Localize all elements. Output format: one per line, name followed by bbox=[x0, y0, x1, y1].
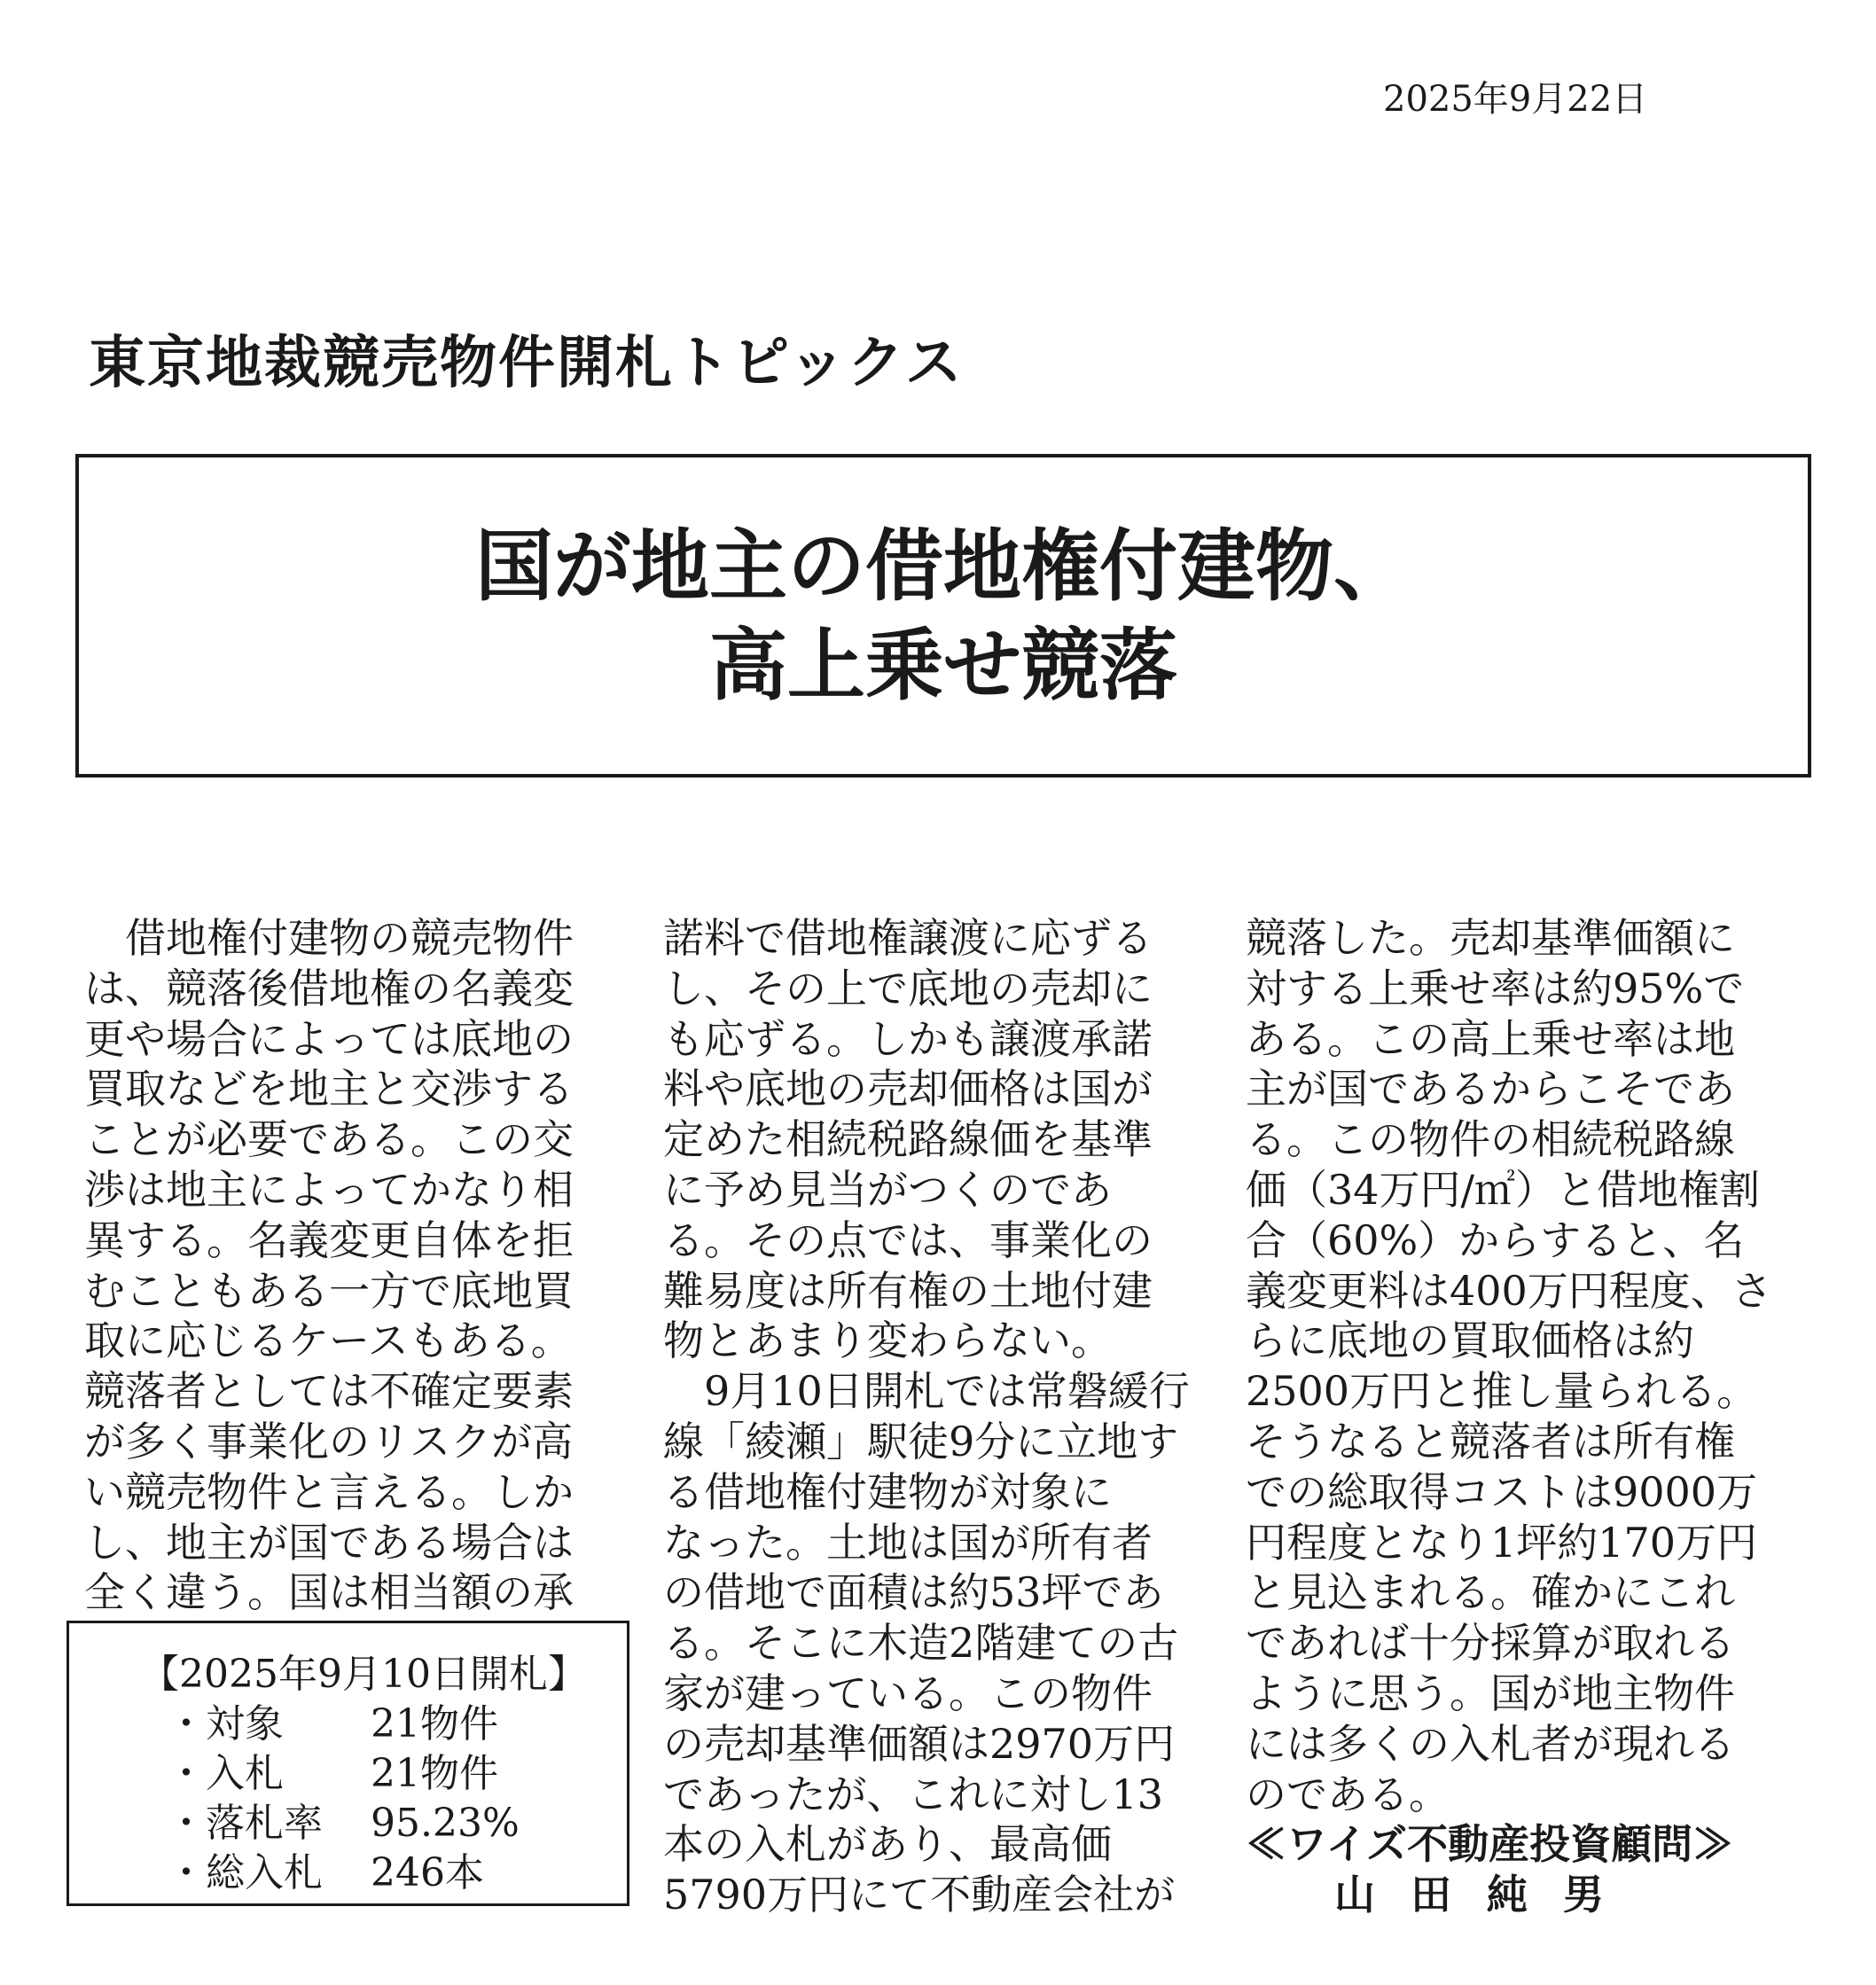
article-line: 難易度は所有権の土地付建 bbox=[663, 1266, 1153, 1315]
headline-box bbox=[75, 454, 1811, 778]
article-column-3 bbox=[1246, 913, 1772, 1920]
article-line: らに底地の買取価格は約 bbox=[1246, 1317, 1694, 1365]
stats-value: 246本 bbox=[371, 1850, 484, 1895]
article-line: 全く違う。国は相当額の承 bbox=[84, 1568, 574, 1617]
article-line: 5790万円にて不動産会社が bbox=[663, 1871, 1176, 1919]
article-column-1 bbox=[84, 913, 598, 1618]
article-line: 借地権付建物の競売物件 bbox=[84, 914, 574, 962]
article-line: 合（60%）からすると、名 bbox=[1246, 1215, 1745, 1264]
byline-firm: ≪ワイズ不動産投資顧問≫ bbox=[1246, 1820, 1734, 1869]
article-line: 物とあまり変わらない。 bbox=[663, 1317, 1112, 1365]
article-line: る。その点では、事業化の bbox=[663, 1215, 1153, 1264]
article-line: し、地主が国である場合は bbox=[84, 1518, 574, 1567]
article-line: 異する。名義変更自体を拒 bbox=[84, 1215, 574, 1264]
stats-row bbox=[140, 1848, 627, 1898]
article-line: 本の入札があり、最高価 bbox=[663, 1820, 1112, 1869]
headline-line-1: 国が地主の借地権付建物、 bbox=[474, 520, 1411, 612]
article-line: であれば十分採算が取れる bbox=[1246, 1619, 1735, 1668]
article-line: い競売物件と言える。しか bbox=[84, 1467, 574, 1516]
article-line: 対する上乗せ率は約95%で bbox=[1246, 964, 1745, 1012]
article-line: る。この物件の相続税路線 bbox=[1246, 1115, 1735, 1164]
article-line: る借地権付建物が対象に bbox=[663, 1467, 1112, 1516]
stats-label: ・総入札 bbox=[167, 1850, 323, 1895]
article-line: のである。 bbox=[1246, 1770, 1450, 1818]
article-line: そうなると競落者は所有権 bbox=[1246, 1417, 1735, 1465]
article-line: 義変更料は400万円程度、さ bbox=[1246, 1266, 1772, 1315]
auction-stats-box bbox=[66, 1621, 629, 1906]
stats-label: ・対象 bbox=[167, 1701, 284, 1747]
stats-label: ・入札 bbox=[167, 1751, 284, 1796]
article-line: の売却基準価額は2970万円 bbox=[663, 1719, 1176, 1768]
stats-value: 21物件 bbox=[371, 1701, 498, 1747]
article-line: も応ずる。しかも譲渡承諾 bbox=[663, 1014, 1153, 1063]
article-line: 競落者としては不確定要素 bbox=[84, 1367, 574, 1416]
article-line: し、その上で底地の売却に bbox=[663, 964, 1153, 1012]
article-line: 買取などを地主と交渉する bbox=[84, 1065, 574, 1114]
article-line: 諾料で借地権譲渡に応ずる bbox=[663, 914, 1153, 962]
article-line: 取に応じるケースもある。 bbox=[84, 1317, 572, 1365]
article-line: 家が建っている。この物件 bbox=[663, 1668, 1153, 1717]
article-line: には多くの入札者が現れる bbox=[1246, 1719, 1735, 1768]
article-line: であったが、これに対し13 bbox=[663, 1770, 1164, 1818]
article-line: 定めた相続税路線価を基準 bbox=[663, 1115, 1153, 1164]
article-line: 2500万円と推し量られる。 bbox=[1246, 1367, 1758, 1416]
article-line: の借地で面積は約53坪であ bbox=[663, 1568, 1164, 1617]
article-line: なった。土地は国が所有者 bbox=[663, 1518, 1153, 1567]
article-line: 料や底地の売却価格は国が bbox=[663, 1065, 1153, 1114]
article-line: ある。この高上乗せ率は地 bbox=[1246, 1014, 1735, 1063]
article-column-2 bbox=[663, 913, 1190, 1920]
headline-line-2: 高上乗せ競落 bbox=[708, 619, 1177, 711]
article-line: 更や場合によっては底地の bbox=[84, 1014, 574, 1063]
article-line: る。そこに木造2階建ての古 bbox=[663, 1619, 1179, 1668]
article-line: 主が国であるからこそであ bbox=[1246, 1065, 1735, 1114]
article-line: 9月10日開札では常磐緩行 bbox=[663, 1367, 1190, 1416]
article-line: ことが必要である。この交 bbox=[84, 1115, 574, 1164]
stats-heading: 【2025年9月10日開札】 bbox=[140, 1652, 587, 1697]
stats-label: ・落札率 bbox=[167, 1801, 323, 1846]
stats-value: 95.23% bbox=[371, 1801, 520, 1846]
stats-row bbox=[140, 1749, 627, 1799]
article-line: が多く事業化のリスクが高 bbox=[84, 1417, 574, 1465]
section-title: 東京地裁競売物件開札トピックス bbox=[89, 331, 964, 396]
byline-author: 山田純男 bbox=[1334, 1871, 1639, 1919]
article-line: での総取得コストは9000万 bbox=[1246, 1467, 1758, 1516]
article-line: 価（34万円/㎡）と借地権割 bbox=[1246, 1165, 1761, 1214]
article-line: は、競落後借地権の名義変 bbox=[84, 964, 574, 1012]
article-line: 競落した。売却基準価額に bbox=[1246, 914, 1735, 962]
publication-date: 2025年9月22日 bbox=[1383, 79, 1648, 120]
article-line: と見込まれる。確かにこれ bbox=[1246, 1568, 1735, 1617]
article-line: に予め見当がつくのであ bbox=[663, 1165, 1112, 1214]
stats-row bbox=[140, 1700, 627, 1749]
article-line: 渉は地主によってかなり相 bbox=[84, 1165, 574, 1214]
article-line: ように思う。国が地主物件 bbox=[1246, 1668, 1735, 1717]
stats-value: 21物件 bbox=[371, 1751, 498, 1796]
article-line: むこともある一方で底地買 bbox=[84, 1266, 574, 1315]
stats-row bbox=[140, 1799, 627, 1848]
article-line: 線「綾瀬」駅徒9分に立地す bbox=[663, 1417, 1179, 1465]
article-line: 円程度となり1坪約170万円 bbox=[1246, 1518, 1758, 1567]
